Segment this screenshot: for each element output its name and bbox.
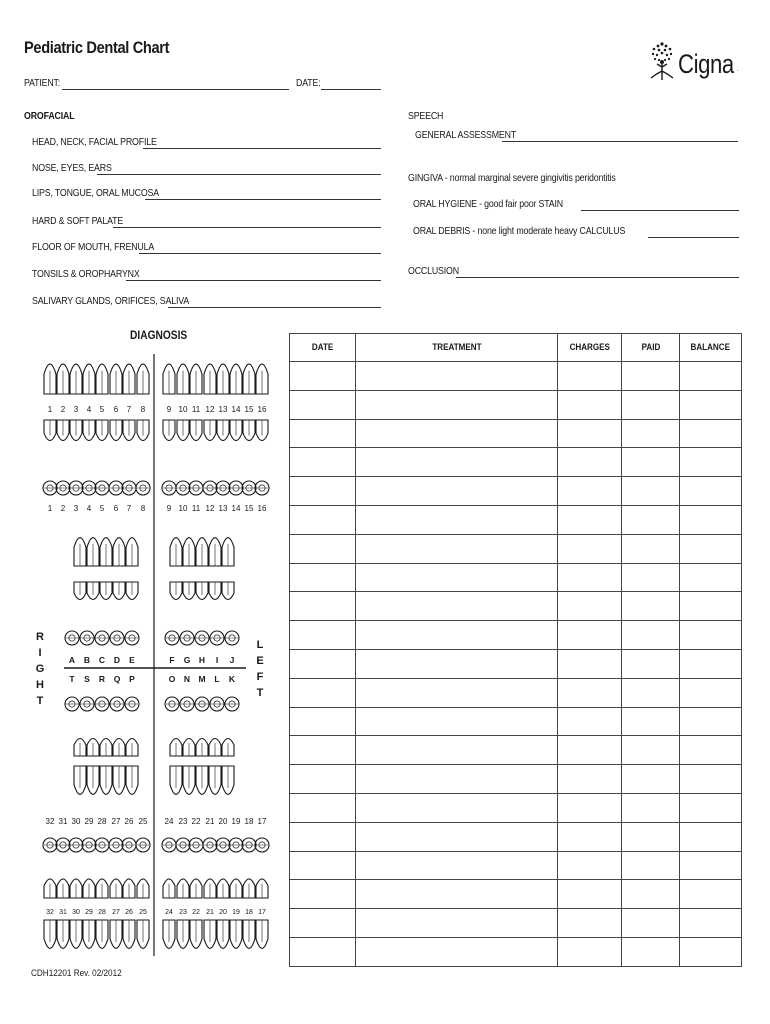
table-row (290, 937, 742, 966)
tooth-number: 19 (232, 909, 240, 916)
tooth-number: 17 (257, 817, 267, 826)
tooth-letter: H (198, 655, 206, 665)
table-row (290, 362, 742, 391)
tooth-number: 13 (218, 405, 228, 414)
table-cell[interactable] (558, 937, 622, 966)
table-cell[interactable] (622, 880, 680, 909)
orofacial-field[interactable] (145, 199, 381, 200)
table-cell[interactable] (356, 390, 558, 419)
table-cell[interactable] (680, 793, 742, 822)
table-header-row (290, 334, 742, 362)
table-cell[interactable] (290, 621, 356, 650)
col-balance: BALANCE (680, 334, 742, 362)
table-cell[interactable] (558, 765, 622, 794)
tooth-number: 10 (178, 405, 188, 414)
right-side-letter: T (36, 695, 44, 707)
tooth-number: 15 (244, 504, 254, 513)
tooth-letter: M (198, 674, 206, 684)
tooth-number: 21 (206, 909, 214, 916)
tooth-number: 8 (140, 405, 146, 414)
table-cell[interactable] (356, 851, 558, 880)
brand-mark: . (737, 67, 739, 73)
tooth-number: 32 (45, 817, 55, 826)
table-cell[interactable] (558, 448, 622, 477)
table-cell[interactable] (680, 477, 742, 506)
table-cell[interactable] (680, 649, 742, 678)
orofacial-field[interactable] (139, 253, 381, 254)
diagnosis-title: DIAGNOSIS (130, 328, 188, 342)
tooth-letter: A (68, 655, 76, 665)
tooth-number: 28 (97, 817, 107, 826)
tooth-letter: R (98, 674, 106, 684)
orofacial-item: TONSILS & OROPHARYNX (32, 268, 140, 280)
table-cell[interactable] (622, 592, 680, 621)
left-side-letter: E (256, 655, 264, 667)
table-cell[interactable] (558, 592, 622, 621)
table-row (290, 851, 742, 880)
left-side-letter: T (256, 687, 264, 699)
table-cell[interactable] (558, 736, 622, 765)
table-cell[interactable] (622, 505, 680, 534)
table-cell[interactable] (622, 765, 680, 794)
col-date: DATE (290, 334, 356, 362)
tooth-number: 31 (59, 909, 67, 916)
table-cell[interactable] (290, 909, 356, 938)
table-cell[interactable] (356, 822, 558, 851)
table-cell[interactable] (680, 937, 742, 966)
table-row (290, 505, 742, 534)
tooth-number: 27 (111, 817, 121, 826)
table-cell[interactable] (622, 937, 680, 966)
cigna-logo (648, 40, 748, 84)
table-cell[interactable] (558, 822, 622, 851)
table-row (290, 592, 742, 621)
tooth-number: 26 (124, 817, 134, 826)
tooth-number: 6 (113, 405, 119, 414)
tooth-number: 8 (140, 504, 146, 513)
tooth-number: 31 (58, 817, 68, 826)
tooth-diagram[interactable] (24, 348, 274, 978)
table-row (290, 477, 742, 506)
tooth-number: 18 (245, 909, 253, 916)
tooth-number: 16 (257, 405, 267, 414)
tooth-number: 20 (219, 909, 227, 916)
general-assessment-label: GENERAL ASSESSMENT (415, 129, 517, 141)
table-cell[interactable] (622, 793, 680, 822)
tooth-number: 11 (191, 504, 201, 513)
col-treatment: TREATMENT (356, 334, 558, 362)
table-cell[interactable] (356, 534, 558, 563)
table-cell[interactable] (290, 880, 356, 909)
tooth-number: 30 (71, 817, 81, 826)
tooth-number: 19 (231, 817, 241, 826)
tooth-letter: G (183, 655, 191, 665)
tooth-number: 21 (205, 817, 215, 826)
table-cell[interactable] (558, 477, 622, 506)
tooth-number: 15 (244, 405, 254, 414)
table-cell[interactable] (356, 592, 558, 621)
right-side-letter: R (36, 631, 44, 643)
tooth-number: 32 (46, 909, 54, 916)
orofacial-item: HARD & SOFT PALATE (32, 215, 124, 227)
tooth-number: 4 (86, 504, 92, 513)
gingiva-line: GINGIVA - normal marginal severe gingivitis peridontitis (408, 172, 616, 184)
table-row (290, 707, 742, 736)
table-cell[interactable] (356, 505, 558, 534)
orofacial-field[interactable] (126, 280, 381, 281)
table-cell[interactable] (356, 707, 558, 736)
table-cell[interactable] (680, 419, 742, 448)
table-cell[interactable] (356, 649, 558, 678)
table-row (290, 909, 742, 938)
tooth-number: 1 (47, 405, 53, 414)
table-cell[interactable] (290, 649, 356, 678)
orofacial-heading: OROFACIAL (24, 110, 75, 122)
occlusion-label: OCCLUSION (408, 265, 459, 277)
table-cell[interactable] (290, 851, 356, 880)
table-cell[interactable] (356, 621, 558, 650)
tree-of-life-icon (648, 40, 676, 84)
table-cell[interactable] (290, 707, 356, 736)
col-paid: PAID (622, 334, 680, 362)
table-cell[interactable] (356, 793, 558, 822)
tooth-number: 5 (99, 504, 105, 513)
table-cell[interactable] (680, 592, 742, 621)
table-cell[interactable] (622, 621, 680, 650)
tooth-letter: P (129, 674, 135, 684)
table-cell[interactable] (622, 707, 680, 736)
tooth-number: 24 (165, 909, 173, 916)
tooth-number: 1 (47, 504, 53, 513)
table-cell[interactable] (290, 736, 356, 765)
tooth-number: 20 (218, 817, 228, 826)
tooth-letter: C (98, 655, 106, 665)
tooth-number: 14 (231, 504, 241, 513)
tooth-letter: F (169, 655, 175, 665)
tooth-number: 13 (218, 504, 228, 513)
tooth-number: 29 (84, 817, 94, 826)
table-cell[interactable] (622, 390, 680, 419)
tooth-number: 4 (86, 405, 92, 414)
tooth-letter: I (215, 655, 219, 665)
table-cell[interactable] (290, 448, 356, 477)
table-cell[interactable] (558, 563, 622, 592)
tooth-number: 26 (125, 909, 133, 916)
tooth-number: 12 (205, 504, 215, 513)
table-cell[interactable] (622, 419, 680, 448)
table-cell[interactable] (558, 909, 622, 938)
tooth-number: 22 (191, 817, 201, 826)
table-cell[interactable] (680, 880, 742, 909)
table-row (290, 390, 742, 419)
orofacial-field[interactable] (97, 174, 381, 175)
tooth-letter: O (168, 674, 176, 684)
oral-hygiene-line: ORAL HYGIENE - good fair poor STAIN (413, 198, 564, 210)
orofacial-field[interactable] (168, 307, 381, 308)
table-cell[interactable] (622, 448, 680, 477)
table-cell[interactable] (622, 477, 680, 506)
table-row (290, 736, 742, 765)
table-cell[interactable] (356, 765, 558, 794)
tooth-letter: L (214, 674, 220, 684)
tooth-letter: Q (113, 674, 121, 684)
tooth-number: 9 (166, 405, 172, 414)
tooth-number: 11 (191, 405, 201, 414)
table-cell[interactable] (680, 822, 742, 851)
table-cell[interactable] (558, 362, 622, 391)
right-side-letter: H (36, 679, 44, 691)
tooth-number: 30 (72, 909, 80, 916)
table-cell[interactable] (622, 563, 680, 592)
left-side-letter: L (256, 639, 264, 651)
tooth-number: 25 (138, 817, 148, 826)
table-cell[interactable] (290, 937, 356, 966)
stain-field[interactable] (581, 210, 739, 211)
tooth-number: 23 (178, 817, 188, 826)
tooth-number: 3 (73, 405, 79, 414)
table-cell[interactable] (680, 621, 742, 650)
tooth-number: 16 (257, 504, 267, 513)
tooth-number: 24 (164, 817, 174, 826)
table-cell[interactable] (290, 563, 356, 592)
table-cell[interactable] (290, 765, 356, 794)
table-cell[interactable] (290, 390, 356, 419)
table-cell[interactable] (680, 678, 742, 707)
table-row (290, 621, 742, 650)
table-cell[interactable] (290, 477, 356, 506)
tooth-letter: T (69, 674, 75, 684)
table-cell[interactable] (680, 736, 742, 765)
occlusion-field[interactable] (456, 277, 739, 278)
table-cell[interactable] (622, 649, 680, 678)
table-cell[interactable] (558, 534, 622, 563)
tooth-number: 6 (113, 504, 119, 513)
tooth-letter: N (183, 674, 191, 684)
table-cell[interactable] (558, 621, 622, 650)
tooth-number: 17 (258, 909, 266, 916)
table-cell[interactable] (356, 736, 558, 765)
orofacial-item: LIPS, TONGUE, ORAL MUCOSA (32, 187, 159, 199)
table-cell[interactable] (558, 505, 622, 534)
table-row (290, 649, 742, 678)
tooth-number: 3 (73, 504, 79, 513)
orofacial-item: SALIVARY GLANDS, ORIFICES, SALIVA (32, 295, 190, 307)
col-charges: CHARGES (558, 334, 622, 362)
tooth-letter: S (84, 674, 90, 684)
table-row (290, 534, 742, 563)
table-cell[interactable] (356, 909, 558, 938)
oral-debris-line: ORAL DEBRIS - none light moderate heavy CALCULUS (413, 225, 626, 237)
table-cell[interactable] (622, 909, 680, 938)
tooth-number: 28 (98, 909, 106, 916)
orofacial-item: FLOOR OF MOUTH, FRENULA (32, 241, 155, 253)
table-row (290, 765, 742, 794)
brand-name: Cigna (678, 49, 734, 79)
table-cell[interactable] (356, 563, 558, 592)
table-row (290, 793, 742, 822)
table-cell[interactable] (680, 505, 742, 534)
table-cell[interactable] (290, 362, 356, 391)
table-cell[interactable] (356, 937, 558, 966)
table-row (290, 563, 742, 592)
table-cell[interactable] (622, 851, 680, 880)
tooth-letter: D (113, 655, 121, 665)
date-label: DATE: (296, 77, 321, 89)
tooth-number: 25 (139, 909, 147, 916)
table-cell[interactable] (680, 362, 742, 391)
tooth-number: 29 (85, 909, 93, 916)
orofacial-item: HEAD, NECK, FACIAL PROFILE (32, 136, 157, 148)
table-cell[interactable] (290, 793, 356, 822)
table-row (290, 822, 742, 851)
table-cell[interactable] (356, 448, 558, 477)
table-cell[interactable] (680, 765, 742, 794)
table-cell[interactable] (680, 390, 742, 419)
tooth-number: 12 (205, 405, 215, 414)
tooth-number: 2 (60, 405, 66, 414)
tooth-number: 18 (244, 817, 254, 826)
table-row (290, 880, 742, 909)
table-cell[interactable] (622, 736, 680, 765)
tooth-letter: E (129, 655, 135, 665)
right-side-letter: I (38, 647, 42, 659)
orofacial-item: NOSE, EYES, EARS (32, 162, 112, 174)
patient-field[interactable] (62, 89, 289, 90)
table-cell[interactable] (290, 505, 356, 534)
tooth-number: 9 (166, 504, 172, 513)
table-cell[interactable] (558, 793, 622, 822)
table-cell[interactable] (558, 419, 622, 448)
tooth-number: 27 (112, 909, 120, 916)
table-cell[interactable] (290, 822, 356, 851)
date-field[interactable] (321, 89, 381, 90)
orofacial-field[interactable] (143, 148, 381, 149)
tooth-number: 10 (178, 504, 188, 513)
table-cell[interactable] (622, 678, 680, 707)
tooth-number: 5 (99, 405, 105, 414)
tooth-number: 7 (126, 504, 132, 513)
tooth-number: 22 (192, 909, 200, 916)
table-row (290, 448, 742, 477)
table-row (290, 419, 742, 448)
patient-label: PATIENT: (24, 77, 61, 89)
tooth-number: 7 (126, 405, 132, 414)
tooth-letter: J (229, 655, 235, 665)
general-assessment-field[interactable] (502, 141, 738, 142)
table-cell[interactable] (290, 419, 356, 448)
table-cell[interactable] (356, 477, 558, 506)
form-code: CDH12201 Rev. 02/2012 (31, 968, 122, 979)
table-cell[interactable] (558, 649, 622, 678)
table-row (290, 678, 742, 707)
table-cell[interactable] (680, 563, 742, 592)
table-cell[interactable] (622, 534, 680, 563)
right-side-letter: G (35, 663, 45, 675)
table-cell[interactable] (356, 362, 558, 391)
tooth-letter: K (228, 674, 236, 684)
table-cell[interactable] (680, 448, 742, 477)
table-cell[interactable] (290, 678, 356, 707)
left-side-letter: F (256, 671, 264, 683)
table-cell[interactable] (558, 678, 622, 707)
table-cell[interactable] (558, 390, 622, 419)
speech-heading: SPEECH (408, 110, 444, 122)
tooth-number: 23 (179, 909, 187, 916)
table-cell[interactable] (622, 362, 680, 391)
treatment-table (289, 333, 742, 967)
form-title: Pediatric Dental Chart (24, 38, 170, 57)
table-cell[interactable] (356, 419, 558, 448)
table-cell[interactable] (680, 909, 742, 938)
table-cell[interactable] (290, 534, 356, 563)
tooth-number: 14 (231, 405, 241, 414)
table-cell[interactable] (680, 851, 742, 880)
table-cell[interactable] (622, 822, 680, 851)
tooth-letter: B (83, 655, 91, 665)
table-cell[interactable] (680, 707, 742, 736)
tooth-number: 2 (60, 504, 66, 513)
table-cell[interactable] (680, 534, 742, 563)
table-cell[interactable] (356, 678, 558, 707)
table-cell[interactable] (558, 880, 622, 909)
table-cell[interactable] (356, 880, 558, 909)
table-cell[interactable] (290, 592, 356, 621)
calculus-field[interactable] (648, 237, 739, 238)
table-cell[interactable] (558, 851, 622, 880)
orofacial-field[interactable] (113, 227, 381, 228)
table-cell[interactable] (558, 707, 622, 736)
